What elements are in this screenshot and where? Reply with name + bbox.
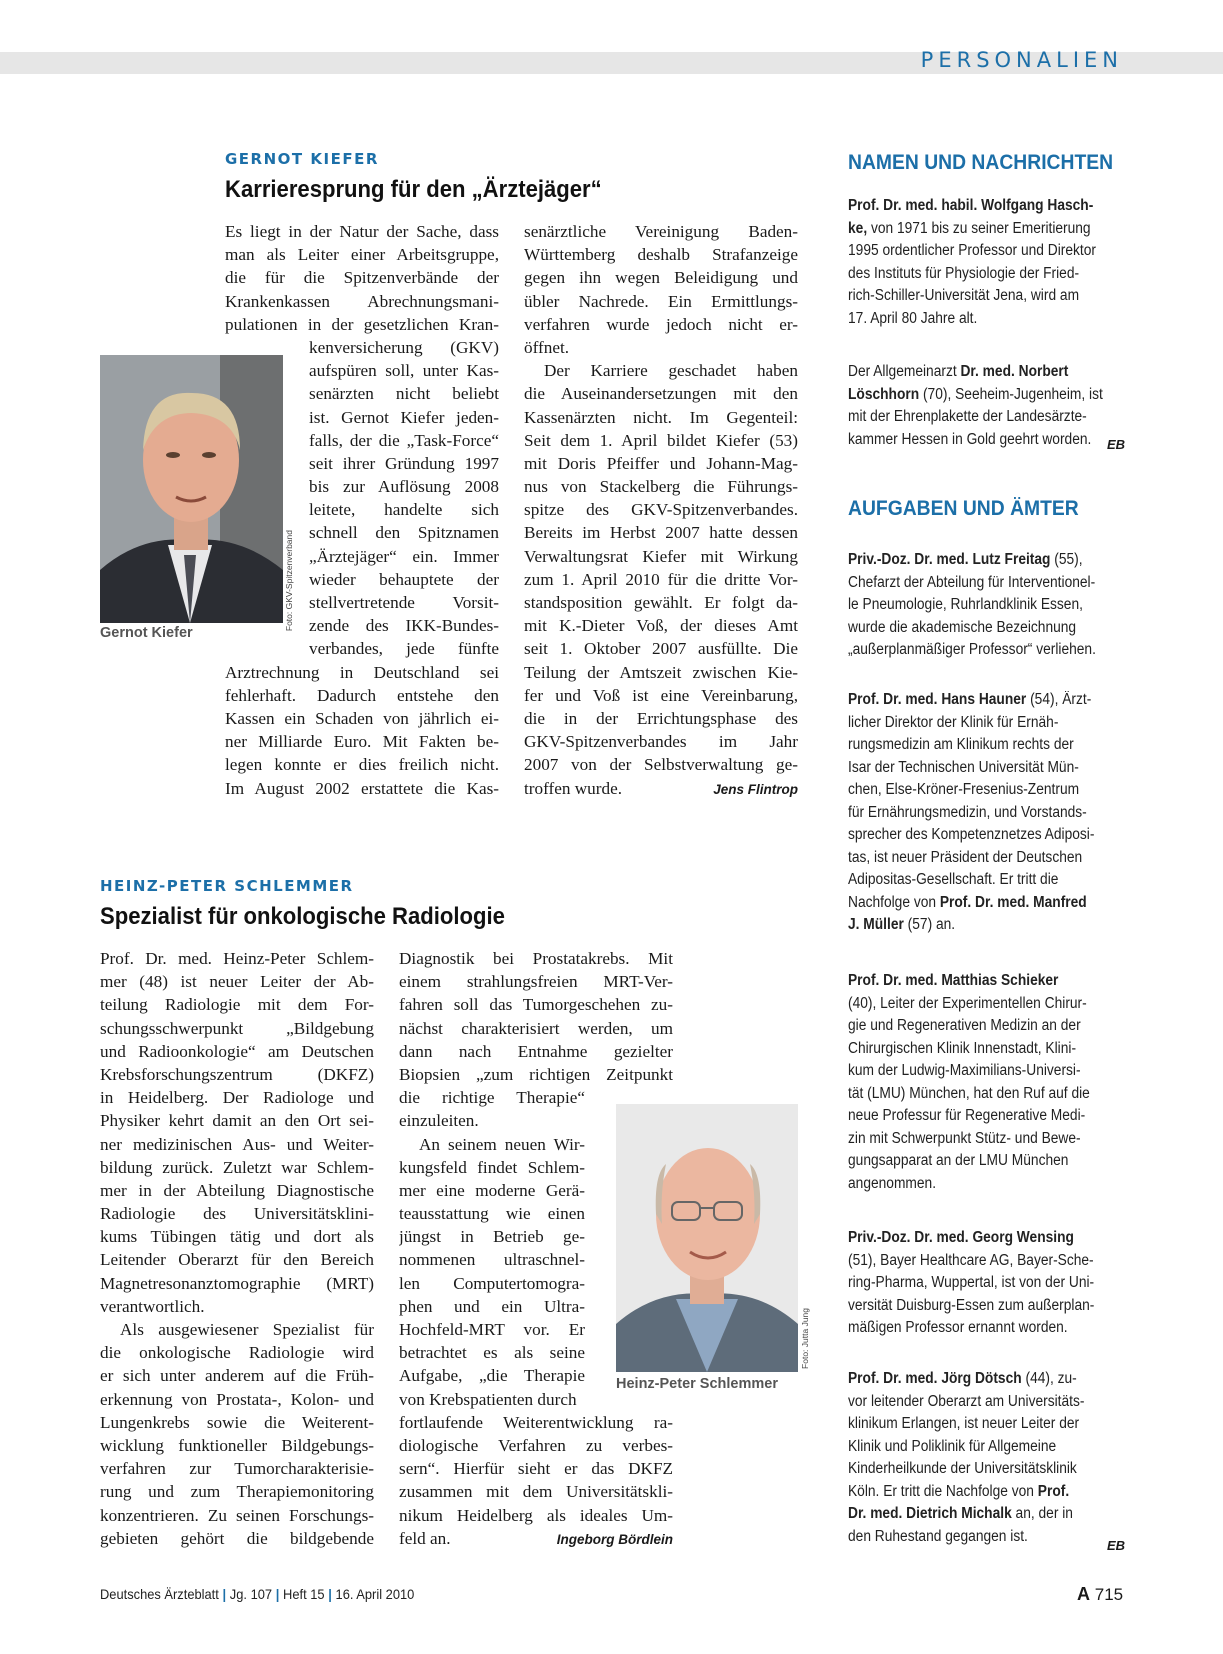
text-line: wurde die akademische Bezeichnung <box>848 618 1077 636</box>
text-line: verbandes, jede fünfte <box>309 639 499 659</box>
text-line: rung und zum Therapiemonitoring <box>100 1482 374 1502</box>
text-line: sprecher des Kompetenznetzes Adiposi- <box>848 826 1095 843</box>
separator: | <box>275 1586 280 1602</box>
text-line: nächst charakterisiert werden, um <box>399 1018 673 1038</box>
text-line <box>848 1368 1100 1391</box>
text-line: phen und ein Ultra- <box>399 1296 585 1316</box>
text-line <box>399 1527 673 1550</box>
text-line: „Ärztejäger“ ein. Immer <box>309 546 499 566</box>
text-line: falls, der die „Task-Force“ <box>309 430 499 450</box>
text-part: (55), <box>1050 551 1083 568</box>
text-line <box>848 970 1100 993</box>
sidebar-entry-loeschhorn <box>848 361 1128 451</box>
text-line: Adipositas-Gesellschaft. Er tritt die <box>848 871 1059 888</box>
page-number <box>1077 1584 1123 1605</box>
photo-caption: Heinz-Peter Schlemmer <box>616 1376 778 1392</box>
text-line: einzuleiten. <box>399 1111 479 1131</box>
text-line: zum 1. April 2010 für die dritte Vor- <box>524 569 798 589</box>
person-name: Löschhorn <box>848 385 920 403</box>
text-line: Im August 2002 erstattete die Kas- <box>225 778 499 798</box>
text-line: „außerplanmäßiger Professor“ verliehen. <box>848 641 1096 658</box>
person-name: ke, <box>848 219 868 237</box>
text-line: ner Milliarde Euro. Mit Fakten be- <box>225 732 499 752</box>
volume: Jg. 107 <box>229 1586 273 1602</box>
person-name: Prof. Dr. med. habil. Wolfgang Hasch- <box>848 197 1094 214</box>
text-line: erkennung von Prostata-, Kolon- und <box>100 1389 374 1409</box>
text-line: GKV-Spitzenverbandes im Jahr <box>524 732 798 752</box>
article1-headline: Karrieresprung für den „Ärztejäger“ <box>225 176 602 203</box>
text-line: le Pneumologie, Ruhrlandklinik Essen, <box>848 596 1083 613</box>
text-part: von 1971 bis zu seiner Emeritierung <box>867 219 1091 237</box>
text-line: in Heidelberg. Der Radiologe und <box>100 1088 374 1108</box>
text-line: von Krebspatienten durch <box>399 1389 577 1409</box>
text-line: kungsfeld findet Schlem- <box>399 1157 585 1177</box>
last-text: feld an. <box>399 1528 451 1548</box>
text-line: öffnet. <box>524 337 570 357</box>
text-line: für Ernährungsmedizin, und Vorstands- <box>848 803 1087 821</box>
text-line <box>848 361 1100 384</box>
text-line: Klinik und Poliklinik für Allgemeine <box>848 1437 1057 1455</box>
text-line: zin mit Schwerpunkt Stütz- und Bewe- <box>848 1129 1081 1147</box>
sidebar-entry-haschke <box>848 195 1128 330</box>
text-line: mit K.-Dieter Voß, der dieses Amt <box>524 616 798 636</box>
text-line: wieder behauptete der <box>309 569 499 589</box>
sidebar-heading-namen: NAMEN UND NACHRICHTEN <box>848 151 1114 174</box>
article1-kicker: GERNOT KIEFER <box>225 150 379 168</box>
text-line: die Auseinandersetzungen mit den <box>524 384 798 404</box>
person-name: J. Müller <box>848 916 904 933</box>
article2-headline: Spezialist für onkologische Radiologie <box>100 903 505 930</box>
text-line: leitete, handelte sich <box>309 500 499 520</box>
text-line: versität Duisburg-Essen zum außerplan- <box>848 1296 1095 1314</box>
text-line: ring-Pharma, Wuppertal, ist von der Uni- <box>848 1274 1095 1291</box>
text-line: Der Karriere geschadet haben <box>544 361 798 381</box>
text-line: nikum Heidelberg als ideales Um- <box>399 1505 673 1525</box>
text-line: schungsschwerpunkt „Bildgebung <box>100 1018 374 1038</box>
text-line: 17. April 80 Jahre alt. <box>848 309 978 327</box>
issue-date: 16. April 2010 <box>335 1586 415 1602</box>
text-line: fer und Voß ist eine Vereinbarung, <box>524 685 798 705</box>
text-line: gie und Regenerativen Medizin an der <box>848 1017 1081 1034</box>
text-line: wicklung funktioneller Bildgebungs- <box>100 1435 374 1455</box>
text-line: rich-Schiller-Universität Jena, wird am <box>848 287 1080 304</box>
text-part: Nachfolge von <box>848 893 940 911</box>
text-line: nommenen ultraschnel- <box>399 1250 585 1270</box>
text-line: Krankenkassen Abrechnungsmani- <box>225 291 499 311</box>
text-line: len Computertomogra- <box>399 1273 585 1293</box>
text-line: tät (LMU) München, hat den Ruf auf die <box>848 1084 1090 1102</box>
text-line: Als ausgewiesener Spezialist für <box>120 1320 374 1339</box>
text-line: tas, ist neuer Präsident der Deutschen <box>848 848 1083 866</box>
text-part: Köln. Er tritt die Nachfolge von <box>848 1482 1038 1500</box>
text-line: nus von Stackelberg die Führungs- <box>524 477 798 497</box>
sidebar-entry-wensing <box>848 1227 1128 1340</box>
text-line: stellvertretende Vorsit- <box>309 593 499 612</box>
eb-signature: EB <box>1107 1538 1126 1553</box>
journal-name: Deutsches Ärzteblatt <box>100 1586 219 1602</box>
text-line <box>848 218 1100 241</box>
sidebar-entry-freitag <box>848 549 1128 662</box>
text-line: konzentrieren. Zu seinen Forschungs- <box>100 1505 374 1525</box>
person-name: Dr. med. Norbert <box>960 363 1069 380</box>
text-line: pulationen in der gesetzlichen Kran- <box>225 314 499 334</box>
text-line: Aufgabe, „die Therapie <box>399 1366 585 1386</box>
page-number-value: 715 <box>1094 1585 1124 1604</box>
photo-credit: Foto: Jutta Jung <box>800 1308 810 1369</box>
text-line: teilung Radiologie mit dem For- <box>100 995 374 1015</box>
text-line: bildung zurück. Zuletzt war Schlem- <box>100 1157 374 1177</box>
text-line: vor leitender Oberarzt am Universitäts- <box>848 1392 1085 1410</box>
text-line: Seit dem 1. April bildet Kiefer (53) <box>524 430 798 450</box>
text-line: gungsapparat an der LMU München <box>848 1152 1069 1169</box>
text-line: Isar der Technischen Universität Mün- <box>848 758 1079 776</box>
text-line: licher Direktor der Klinik für Ernäh- <box>848 713 1059 731</box>
text-line: senärzten nicht beliebt <box>309 384 499 404</box>
text-line: sern“. Hierfür sieht er das DKFZ <box>399 1459 673 1479</box>
text-line: An seinem neuen Wir- <box>419 1134 585 1154</box>
text-line: kammer Hessen in Gold geehrt worden. <box>848 430 1092 448</box>
article1-column-1 <box>225 220 499 800</box>
text-line: gegen ihn wegen Beleidigung und <box>524 268 798 288</box>
text-line: kum der Ludwig-Maximilians-Universi- <box>848 1062 1081 1079</box>
text-line: man als Leiter einer Arbeitsgruppe, <box>225 245 499 265</box>
text-line: spitze des GKV-Spitzenverbandes. <box>524 500 798 520</box>
person-name: Prof. Dr. med. Hans Hauner <box>848 691 1027 708</box>
text-line: Physiker kehrt damit an den Ort sei- <box>100 1111 374 1131</box>
text-line: kums Tübingen tätig und dort als <box>100 1227 374 1247</box>
footer-citation <box>100 1586 414 1602</box>
text-line: Es liegt in der Natur der Sache, dass <box>225 222 499 241</box>
sidebar-entry-hauner <box>848 689 1128 937</box>
text-line: mit der Ehrenplakette der Landesärzte- <box>848 408 1087 425</box>
text-line: Chefarzt der Abteilung für Interventionel- <box>848 573 1096 591</box>
sidebar-entry-doetsch <box>848 1368 1128 1548</box>
person-name: Prof. <box>1037 1482 1070 1500</box>
person-name: Prof. Dr. med. Jörg Dötsch <box>848 1370 1022 1387</box>
text-line: die in der Errichtungsphase des <box>524 708 798 728</box>
article1-author: Jens Flintrop <box>713 781 798 797</box>
text-line: mäßigen Professor ernannt worden. <box>848 1319 1068 1336</box>
text-line: fortlaufende Weiterentwicklung ra- <box>399 1412 673 1432</box>
text-line: 2007 von der Selbstverwaltung ge- <box>524 755 798 775</box>
text-line <box>848 549 1100 572</box>
article2-author: Ingeborg Bördlein <box>556 1531 673 1547</box>
text-line: die für die Spitzenverbände der <box>225 268 499 288</box>
text-line: fehlerhaft. Dadurch entstehe den <box>225 685 499 705</box>
text-line: klinikum Erlangen, ist neuer Leiter der <box>848 1415 1080 1432</box>
person-name: Prof. Dr. med. Matthias Schieker <box>848 972 1059 989</box>
text-line: mer eine moderne Gerä- <box>399 1180 585 1200</box>
text-line: mer in der Abteilung Diagnostische <box>100 1180 374 1200</box>
text-line <box>848 195 1100 218</box>
text-part: (70), Seeheim-Jugenheim, ist <box>919 385 1103 403</box>
text-line: bis zur Auflösung 2008 <box>309 477 499 497</box>
text-line: Chirurgischen Klinik Innenstadt, Klini- <box>848 1039 1077 1057</box>
text-line: Württemberg deshalb Strafanzeige <box>524 245 798 265</box>
text-line <box>848 689 1100 712</box>
text-line: die onkologische Radiologie wird <box>100 1343 374 1363</box>
text-line: teausstattung wie einen <box>399 1204 585 1224</box>
text-line <box>848 1503 1100 1526</box>
separator: | <box>222 1586 227 1602</box>
text-line: Prof. Dr. med. Heinz-Peter Schlem- <box>100 949 374 968</box>
text-line <box>848 384 1103 407</box>
text-line: legen konnte er dies freilich nicht. <box>225 755 499 775</box>
sidebar-entry-schieker <box>848 970 1128 1195</box>
last-text: troffen wurde. <box>524 778 622 798</box>
text-line <box>848 1481 1100 1504</box>
text-line: des Instituts für Physiologie der Fried- <box>848 264 1080 282</box>
person-name: Dr. med. Dietrich Michalk <box>848 1505 1012 1522</box>
text-line: (40), Leiter der Experimentellen Chirur- <box>848 994 1087 1012</box>
text-line <box>848 914 1100 937</box>
text-line: mer (48) ist neuer Leiter der Ab- <box>100 972 374 992</box>
text-line: Kassenärzten nicht. Im Gegenteil: <box>524 407 798 427</box>
text-line: rungsmedizin am Klinikum rechts der <box>848 736 1074 753</box>
text-line <box>524 777 798 800</box>
text-line: dann nach Entnahme gezielter <box>399 1041 673 1061</box>
person-name: Prof. Dr. med. Manfred <box>939 893 1087 911</box>
section-label: PERSONALIEN <box>920 48 1123 72</box>
article2-column-1 <box>100 947 374 1550</box>
text-line: gebieten gehört die bildgebende <box>100 1528 374 1548</box>
text-line: aufspüren soll, unter Kas- <box>309 361 499 381</box>
separator: | <box>328 1586 332 1602</box>
text-line: ner medizinischen Aus- und Weiter- <box>100 1134 374 1154</box>
issue: Heft 15 <box>283 1586 325 1602</box>
text-line: übler Nachrede. Ein Ermittlungs- <box>524 291 798 311</box>
text-line: Hochfeld-MRT vor. Er <box>399 1320 585 1339</box>
text-line: einem strahlungsfreien MRT-Ver- <box>399 972 673 992</box>
text-line: und Radioonkologie“ am Deutschen <box>100 1041 374 1061</box>
article2-kicker: HEINZ-PETER SCHLEMMER <box>100 877 354 895</box>
text-line: (51), Bayer Healthcare AG, Bayer-Sche- <box>848 1251 1094 1269</box>
text-line: verfahren zur Tumorcharakterisie- <box>100 1459 374 1479</box>
text-line: angenommen. <box>848 1174 937 1192</box>
text-line: 1995 ordentlicher Professor und Direktor <box>848 242 1096 259</box>
text-line: die richtige Therapie“ <box>399 1088 585 1108</box>
text-line <box>848 1227 1100 1250</box>
text-line: den Ruhestand gegangen ist. <box>848 1527 1028 1545</box>
text-line: Arztrechnung in Deutschland sei <box>225 662 499 682</box>
text-line: fahren soll das Tumorgeschehen zu- <box>399 995 673 1015</box>
page-prefix: A <box>1077 1584 1090 1604</box>
text-line: jüngst in Betrieb ge- <box>399 1227 585 1247</box>
text-line: mit Doris Pfeiffer und Johann-Mag- <box>524 453 798 473</box>
text-line: verantwortlich. <box>100 1296 205 1316</box>
text-line: Radiologie des Universitätsklini- <box>100 1204 374 1224</box>
text-line: Diagnostik bei Prostatakrebs. Mit <box>399 949 673 968</box>
text-line: Teilung der Amtszeit zwischen Kie- <box>524 662 798 682</box>
heinz-peter-schlemmer-photo <box>616 1104 798 1372</box>
text-line: kenversicherung (GKV) <box>309 337 499 357</box>
text-line: chen, Else-Kröner-Fresenius-Zentrum <box>848 781 1080 798</box>
text-line: Krebsforschungszentrum (DKFZ) <box>100 1064 374 1084</box>
text-line: Verwaltungsrat Kiefer mit Wirkung <box>524 546 798 566</box>
article1-column-2 <box>524 220 798 800</box>
text-line: Lungenkrebs sowie die Weiterent- <box>100 1412 374 1432</box>
text-line: Leitender Oberarzt für den Bereich <box>100 1250 374 1270</box>
text-line: Kinderheilkunde der Universitätsklinik <box>848 1460 1077 1477</box>
text-line: betrachtet es als seine <box>399 1343 585 1363</box>
text-line: seit 1. Oktober 2007 ausfüllte. Die <box>524 639 798 659</box>
person-name: Priv.-Doz. Dr. med. Lutz Freitag <box>848 551 1051 568</box>
text-line: seit ihrer Gründung 1997 <box>309 453 499 473</box>
text-line: er sich unter anderem auf die Früh- <box>100 1366 374 1386</box>
text-line: Biopsien „zum richtigen Zeitpunkt <box>399 1064 673 1084</box>
text-line <box>848 892 1100 915</box>
person-name: Priv.-Doz. Dr. med. Georg Wensing <box>848 1229 1074 1246</box>
text-line: verfahren wurde jedoch nicht er- <box>524 314 798 334</box>
text-line: standsposition gewählt. Er folgt da- <box>524 593 798 612</box>
text-part: Der Allgemeinarzt <box>848 363 961 380</box>
text-line: ist. Gernot Kiefer jeden- <box>309 407 499 427</box>
text-line: schnell den Spitznamen <box>309 523 499 543</box>
text-line: neue Professur für Regenerative Medi- <box>848 1107 1086 1124</box>
photo-caption: Gernot Kiefer <box>100 625 193 641</box>
text-part: an, der in <box>1011 1505 1073 1522</box>
sidebar-heading-aufgaben: AUFGABEN UND ÄMTER <box>848 497 1079 520</box>
text-line: diologische Verfahren zu verbes- <box>399 1435 673 1455</box>
text-part: (54), Ärzt- <box>1026 691 1092 708</box>
text-part: (57) an. <box>903 916 956 933</box>
photo-credit: Foto: GKV-Spitzenverband <box>284 530 294 632</box>
text-line: zende des IKK-Bundes- <box>309 616 499 636</box>
text-line: Magnetresonanztomographie (MRT) <box>100 1273 374 1293</box>
text-line: zusammen mit dem Universitätskli- <box>399 1482 673 1502</box>
text-line: Kassen ein Schaden von jährlich ei- <box>225 708 499 728</box>
text-part: (44), zu- <box>1021 1370 1077 1387</box>
eb-signature: EB <box>1107 437 1126 452</box>
text-line: senärztliche Vereinigung Baden- <box>524 222 798 241</box>
text-line: Bereits im Herbst 2007 hatte dessen <box>524 523 798 543</box>
